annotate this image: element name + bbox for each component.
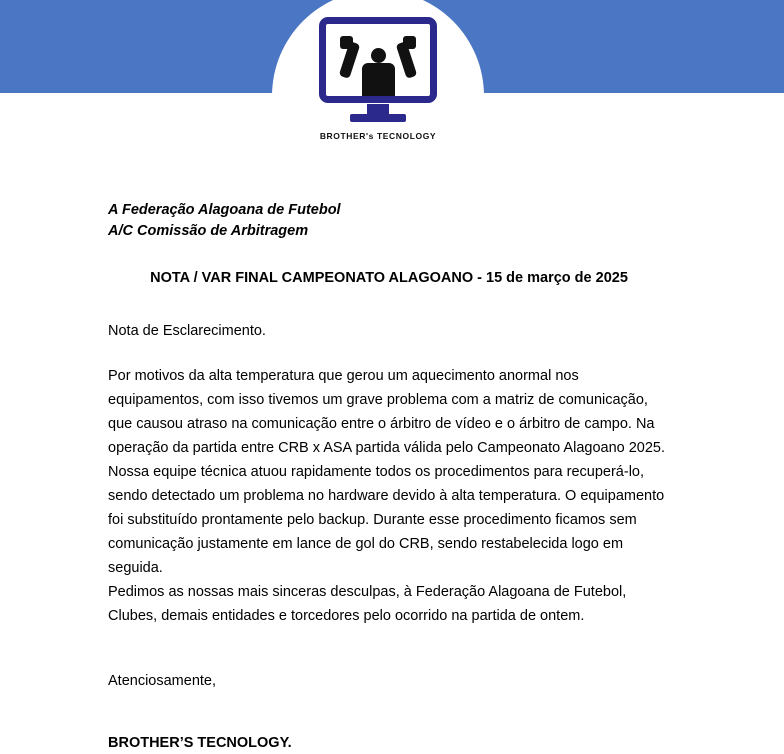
signature-line: BROTHER’S TECNOLOGY.: [108, 735, 292, 751]
body-text: [108, 364, 676, 628]
addressee-line-2: A/C Comissão de Arbitragem: [108, 223, 309, 239]
paragraph-2: Pedimos as nossas mais sinceras desculpas, à Federação Alagoana de Futebol, Clubes, demais entidades e torcedores pelo ocorrido na partida de ontem.: [108, 584, 627, 624]
intro-line: Nota de Esclarecimento.: [108, 323, 266, 339]
monitor-icon: [319, 17, 437, 103]
celebrating-figure-icon: [340, 36, 416, 96]
logo-mark: [303, 17, 453, 147]
document-body: [0, 200, 784, 754]
logo-circle: [272, 0, 484, 202]
monitor-stand-neck-icon: [367, 104, 389, 114]
logo-caption: BROTHER's TECNOLOGY: [319, 131, 437, 141]
addressee-block: [108, 200, 676, 242]
paragraph-1: Por motivos da alta temperatura que gerou um aquecimento anormal nos equipamentos, com isso tivemos um grave problema com a matriz de comunicação, que causou atraso na comunicação entre o árbitro de vídeo e o árbitro de campo. Na operação da partida entre CRB x ASA partida válida pelo Campeonato Alagoano 2025. Nossa equipe técnica atuou rapidamente todos os procedimentos para recuperá-lo, sendo detectado um problema no hardware devido à alta temperatura. O equipamento foi substituído prontamente pelo backup. Durante esse procedimento ficamos sem comunicação justamente em lance de gol do CRB, sendo restabelecida logo em seguida.: [108, 368, 666, 576]
document-title: NOTA / VAR FINAL CAMPEONATO ALAGOANO - 15 de março de 2025: [150, 270, 628, 286]
closing-line: Atenciosamente,: [108, 673, 217, 689]
addressee-line-1: A Federação Alagoana de Futebol: [108, 202, 341, 218]
monitor-stand-base-icon: [350, 114, 406, 122]
